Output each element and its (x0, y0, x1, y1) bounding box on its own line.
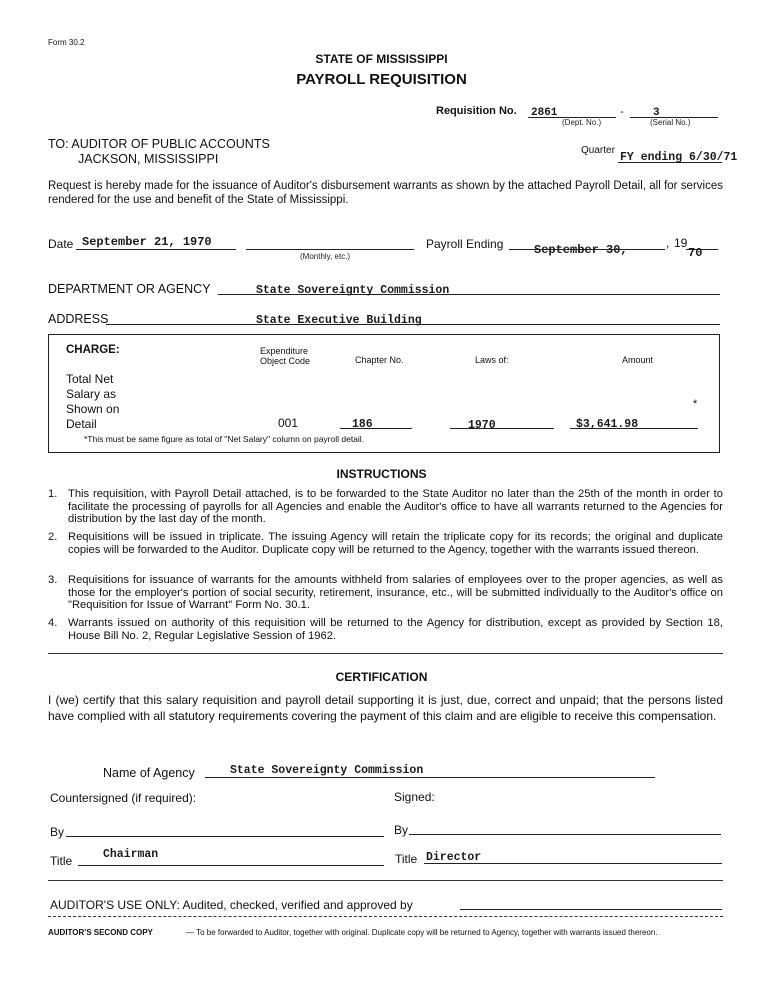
to-line-1: TO: AUDITOR OF PUBLIC ACCOUNTS (48, 137, 270, 151)
auditor-divider (48, 916, 723, 917)
title-value-left[interactable]: Chairman (103, 848, 159, 861)
form-number: Form 30.2 (48, 38, 85, 47)
laws-line (450, 428, 554, 429)
date-line (76, 249, 236, 250)
col-expenditure-1: Expenditure (260, 346, 309, 356)
address-label: ADDRESS (48, 312, 109, 326)
signed-label: Signed: (394, 790, 435, 804)
countersigned-label: Countersigned (if required): (50, 791, 197, 805)
col-chapter: Chapter No. (355, 355, 404, 365)
instruction-text: Requisitions will be issued in triplicate. The issuing Agency will retain the triplicate copy for its records; the original and duplicate copies will be forwarded to the Auditor. Duplicate copy will be returned to the Agency, together with the warrants issued thereon. (68, 531, 723, 556)
certification-heading: CERTIFICATION (335, 670, 428, 684)
auditor-approved-line[interactable] (460, 909, 722, 910)
agency-label: Name of Agency (103, 766, 195, 780)
certification-text: I (we) certify that this salary requisition and payroll detail supporting it is just, due, correct and unpaid; that the persons listed have complied with all statutory requirements covering the payment of this claim and are eligible to receive this compensation. (48, 693, 723, 723)
second-copy-label: AUDITOR'S SECOND COPY (48, 928, 153, 937)
instruction-item-2 (48, 531, 723, 556)
instruction-text: This requisition, with Payroll Detail attached, is to be forwarded to the State Auditor no later than the 25th of the month in order to facilitate the processing of payrolls for all Agencies and enable the Auditor's office to have all warrants returned to the Agencies for distribution by the last day of the month. (68, 488, 723, 525)
chapter-line (340, 428, 412, 429)
by-label-left: By (50, 825, 65, 839)
quarter-value[interactable]: FY ending 6/30/71 (620, 151, 738, 164)
laws-of[interactable]: 1970 (468, 419, 496, 432)
instruction-num: 4. (48, 617, 58, 629)
instruction-num: 1. (48, 488, 58, 500)
payroll-ending-value[interactable]: September 30, (534, 243, 628, 257)
year-value[interactable]: 70 (688, 246, 703, 260)
amount-value[interactable]: $3,641.98 (576, 418, 639, 431)
quarter-label: Quarter (581, 145, 615, 156)
col-amount: Amount (622, 355, 654, 365)
section-divider (48, 880, 723, 881)
department-label: DEPARTMENT OR AGENCY (48, 282, 211, 296)
date-label: Date (48, 237, 74, 251)
title-value-right[interactable]: Director (426, 851, 482, 864)
col-expenditure-2: Object Code (260, 356, 311, 366)
section-divider (48, 653, 723, 654)
dept-no-label: (Dept. No.) (562, 118, 602, 127)
row-label-1: Total Net (66, 372, 114, 386)
by-label-right: By (394, 823, 409, 837)
by-line-right[interactable] (409, 834, 721, 835)
title-label-right: Title (395, 852, 418, 866)
to-line-2: JACKSON, MISSISSIPPI (78, 152, 219, 166)
col-laws: Laws of: (475, 355, 509, 365)
title-line-left (78, 865, 384, 866)
instructions-heading: INSTRUCTIONS (336, 467, 427, 481)
chapter-no[interactable]: 186 (352, 418, 373, 431)
title-label-left: Title (50, 854, 73, 868)
requisition-label: Requisition No. (436, 105, 517, 117)
auditor-use-label: AUDITOR'S USE ONLY: Audited, checked, verified and approved by (50, 898, 413, 912)
object-code[interactable]: 001 (278, 416, 299, 430)
address-value[interactable]: State Executive Building (256, 314, 422, 327)
payroll-ending-label: Payroll Ending (426, 237, 504, 251)
second-copy-text: — To be forwarded to Auditor, together with original. Duplicate copy will be returned to Agency, together with warrants issued thereon. (186, 928, 658, 937)
charge-footnote: *This must be same figure as total of "Net Salary" column on payroll detail. (84, 434, 365, 444)
request-text: Request is hereby made for the issuance of Auditor's disbursement warrants as shown by the attached Payroll Detail, all for services rendered for the use and benefit of the State of Mississippi. (48, 180, 723, 206)
instruction-item-1 (48, 488, 723, 526)
year-prefix: 19 (674, 236, 688, 250)
row-label-3: Shown on (66, 402, 120, 416)
row-label-2: Salary as (66, 387, 117, 401)
instruction-num: 3. (48, 574, 58, 586)
date-value[interactable]: September 21, 1970 (82, 235, 212, 249)
agency-line (205, 777, 655, 778)
instruction-text: Requisitions for issuance of warrants for the amounts withheld from salaries of employees over to the proper agencies, as well as those for the employer's portion of social security, retirement, insurance, etc., will be submitted individually to the Auditor's office on "Requisition for Issue of Warrant" Form No. 30.1. (68, 574, 723, 611)
instruction-text: Warrants issued on authority of this requisition will be returned to the Agency for distribution, except as provided by Section 18, House Bill No. 2, Regular Legislative Session of 1962. (68, 617, 723, 642)
amount-asterisk: * (693, 398, 698, 410)
serial-number[interactable]: 3 (653, 107, 660, 119)
instruction-item-3 (48, 574, 723, 612)
state-heading: STATE OF MISSISSIPPI (315, 52, 448, 66)
agency-value[interactable]: State Sovereignty Commission (230, 764, 424, 777)
page-title: PAYROLL REQUISITION (296, 71, 467, 88)
charge-label: CHARGE: (66, 344, 120, 356)
monthly-line (246, 249, 414, 250)
by-line-left[interactable] (66, 836, 384, 837)
instruction-num: 2. (48, 531, 58, 543)
department-value[interactable]: State Sovereignty Commission (256, 284, 450, 297)
serial-no-label: (Serial No.) (650, 118, 691, 127)
requisition-number[interactable]: 2861 (531, 107, 558, 119)
monthly-label: (Monthly, etc.) (300, 252, 351, 261)
row-label-4: Detail (66, 417, 97, 431)
instruction-item-4 (48, 617, 723, 642)
